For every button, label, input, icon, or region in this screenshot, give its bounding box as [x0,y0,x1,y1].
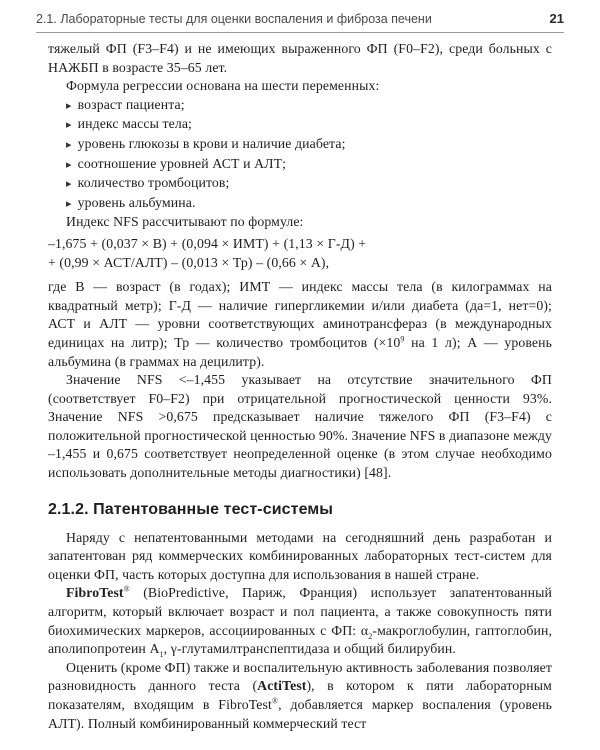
where-text-1: где В — возраст (в годах); ИМТ — индекс массы тела (в килограммах на квадратный метр); Г-Д — наличие гипергликемии и/или диабета (да=1, нет=0); АСТ и АЛТ — уровни соответствующих аминотрансфераз (в международных единицах на литр); Тр — количество тромбоцитов (×10 [48,279,552,350]
list-item: ▸ возраст пациента; [66,96,552,116]
list-item: ▸ индекс массы тела; [66,115,552,135]
list-item: ▸ уровень глюкозы в крови и наличие диабета; [66,135,552,155]
where-text-2: на 1 л); А — уровень альбумина (в граммах на децилитр). [48,334,553,369]
formula-line-2: + (0,99 × АСТ/АЛТ) – (0,013 × Тр) – (0,66 × А), [48,254,330,270]
actitest-text-1: Оценить (кроме ФП) также и воспалительную активность заболевания позволяет разновидность данного теста ( [48,659,552,694]
fibrotest-text-3: , γ-глутамилтранспептидаза и общий билирубин. [163,641,456,657]
registered-mark: ® [271,696,279,706]
fibrotest-text-2: -макроглобулин, гаптоглобин, аполипопротеин A [48,622,552,657]
page-number: 21 [549,11,564,26]
fibrotest-text-1: (BioPredictive, Париж, Франция) использует запатентованный алгоритм, который включает возраст и пол пациента, а также совокупность пяти биохимических маркеров, ассоциированных с ФП: α [48,585,552,638]
list-item: ▸ количество тромбоцитов; [66,174,552,194]
apo-subscript: 1 [159,649,164,659]
page-header [36,5,564,33]
actitest-text-3: , добавляется маркер воспаления (уровень АЛТ). Полный комбинированный коммерческий тест [48,697,552,731]
formula-line-1: –1,675 + (0,037 × В) + (0,094 × ИМТ) + (1,13 × Г-Д) + [48,235,367,251]
paragraph-intro: тяжелый ФП (F3–F4) и не имеющих выраженного ФП (F0–F2), среди больных с НАЖБП в возрасте 35–65 лет. [48,41,552,75]
paragraph-nfs-interpretation: Значение NFS <–1,455 указывает на отсутствие значительного ФП (соответствует F0–F2) при отрицательной прогностической ценности 93%. Значение NFS >0,675 предсказывает наличие тяжелого ФП (F3–F4) с положительной прогностической ценностью 90%. Значение NFS в диапазоне между –1,455 и 0,675 соответствует неопределенной оценке (в этом случае необходимо использовать дополнительные методы диагностики) [48]. [48,372,552,481]
list-item: ▸ соотношение уровней АСТ и АЛТ; [66,155,552,175]
running-head-title: 2.1. Лабораторные тесты для оценки воспаления и фиброза печени [36,12,432,26]
list-item: ▸ уровень альбумина. [66,194,552,214]
registered-mark: ® [123,584,130,594]
paragraph-where [48,278,552,371]
paragraph-nfs-calc: Индекс NFS рассчитывают по формуле: [66,214,304,230]
section-heading: 2.1.2. Патентованные тест-системы [48,500,334,518]
paragraph-regression: Формула регрессии основана на шести переменных: [66,78,380,94]
header-rule [36,32,564,33]
where-exponent: 9 [400,334,405,344]
nfs-formula [48,235,552,272]
page-body [48,40,552,733]
paragraph-patented: Наряду с непатентованными методами на сегодняшний день разработан и запатентован ряд коммерческих комбинированных лабораторных тест-систем для оценки ФП, часть которых доступна для использования в нашей стране. [48,529,552,582]
variables-list [48,96,552,214]
paragraph-actitest [48,659,552,733]
actitest-term: ActiTest [257,678,307,694]
actitest-text-2: ), в котором к пяти лабораторным показателям, входящим в FibroTest [48,678,552,712]
alpha-subscript: 2 [368,631,373,641]
paragraph-fibrotest [48,584,552,658]
fibrotest-term: FibroTest [66,585,124,601]
